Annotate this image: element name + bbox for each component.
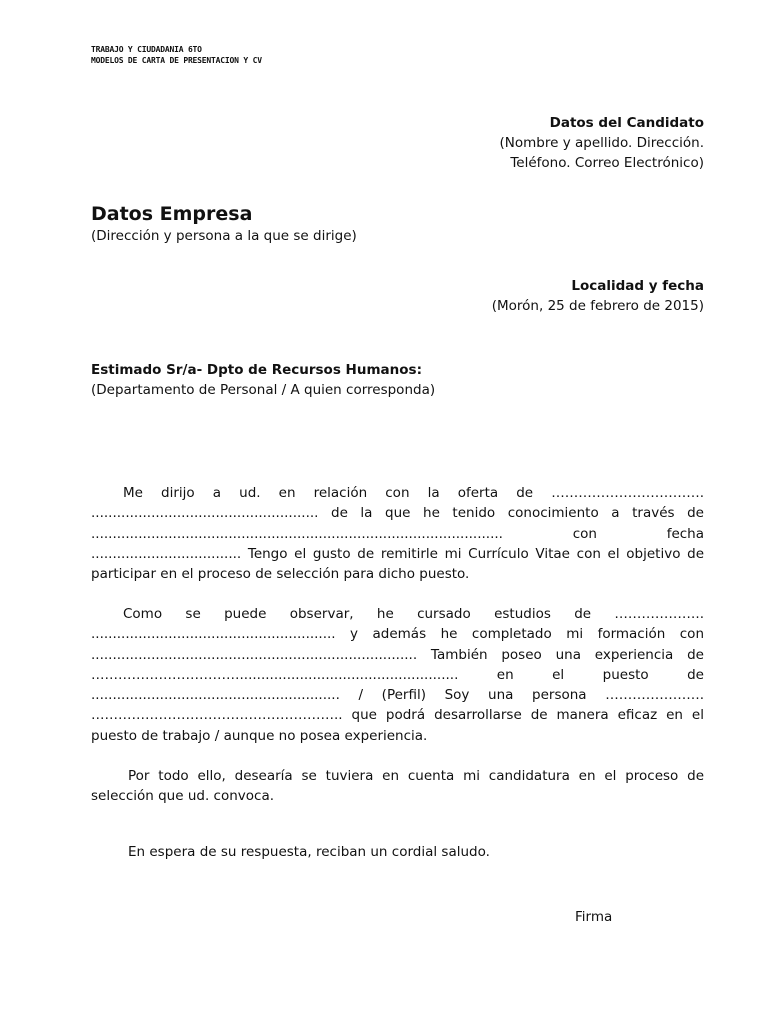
header-topic-line: MODELOS DE CARTA DE PRESENTACION Y CV — [91, 56, 262, 65]
company-block — [91, 202, 357, 246]
candidate-detail-line-1: (Nombre y apellido. Dirección. — [499, 135, 704, 151]
greeting-title: Estimado Sr/a- Dpto de Recursos Humanos: — [91, 362, 422, 378]
place-date-value: (Morón, 25 de febrero de 2015) — [491, 298, 704, 314]
greeting-subtitle: (Departamento de Personal / A quien corresponda) — [91, 382, 436, 398]
candidate-title: Datos del Candidato — [549, 115, 704, 131]
body-paragraph-4: En espera de su respuesta, reciban un cordial saludo. — [128, 844, 490, 860]
company-title: Datos Empresa — [91, 203, 253, 225]
greeting-block — [91, 360, 435, 400]
body-paragraph-2: Como se puede observar, he cursado estudios de ……………….. ......................................................... y además he completado mi formación con ............................................................................ También poseo una experiencia de ……………………………................................................... en el puesto de .......................................................... / (Perfil) Soy una persona …………………. ……………………………………………….. que podrá desarrollarse de manera eficaz en el puesto de trabajo / aunque no posea experiencia. — [91, 606, 704, 744]
signature-label: Firma — [575, 909, 613, 925]
document-header — [91, 44, 262, 66]
place-date-title: Localidad y fecha — [571, 278, 704, 294]
body-paragraph-3: Por todo ello, desearía se tuviera en cuenta mi candidatura en el proceso de selección que ud. convoca. — [91, 768, 704, 805]
place-date-block — [492, 276, 704, 316]
header-course-line: TRABAJO Y CIUDADANIA 6TO — [91, 45, 202, 54]
candidate-block — [500, 113, 704, 173]
body-paragraph-1: Me dirijo a ud. en relación con la oferta de ……………………………. ..................................................... de la que he tenido conocimiento a través de ................................................................................................ con fecha ................................... Tengo el gusto de remitirle mi Currículo Vitae con el objetivo de participar en el proceso de selección para dicho puesto. — [91, 485, 704, 583]
candidate-detail-line-2: Teléfono. Correo Electrónico) — [510, 155, 704, 171]
company-subtitle: (Dirección y persona a la que se dirige) — [91, 228, 357, 244]
